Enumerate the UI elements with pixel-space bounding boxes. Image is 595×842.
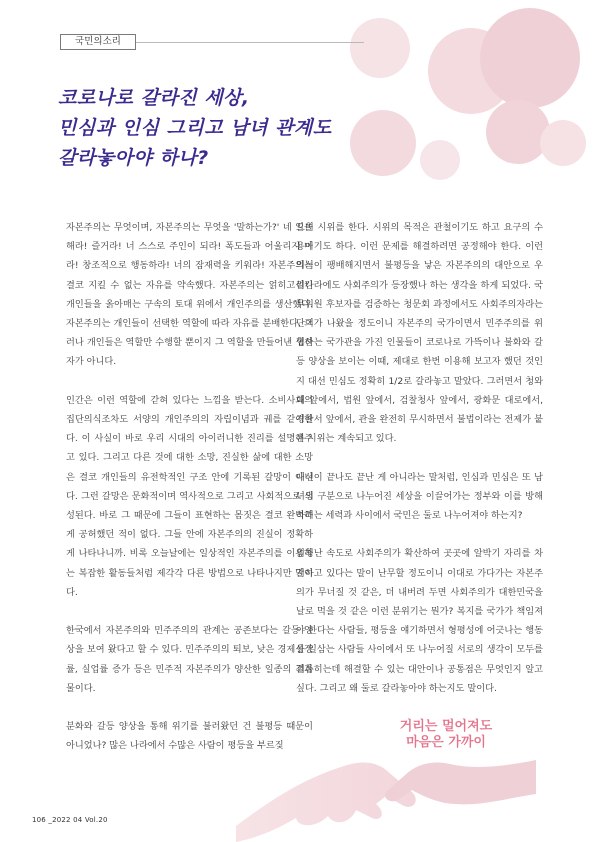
decorative-bubble (540, 120, 586, 166)
paragraph: 인간은 이런 역할에 갇혀 있다는 느낌을 받는다. 소비사회의 집단의식조차도 서양의 개인주의의 자립이념과 궤를 같이한다. 이 사실이 바로 우리 시대의 아이러니한 진리를 설명해주고 있다. 그리고 다른 것에 대한 소망, 진실한 삶에 대한 소망은 결코 개인들의 유전학적인 구조 안에 기록된 갈망이 아니다. 그런 갈망은 문화적이며 역사적으로 그리고 사회적으로 생성된다. 바로 그 때문에 그들이 표현하는 몸짓은 결코 완벽하게 공허했던 적이 없다. 그들 안에 자본주의의 진실이 정확하게 나타나니까. 비록 오늘날에는 일상적인 자본주의를 이용하는 복잡한 활동들처럼 제각각 다른 방법으로 나타나지만 말이다. (66, 394, 313, 598)
decorative-bubble (420, 140, 460, 180)
section-tag: 국민의소리 (60, 34, 136, 50)
title-line-2: 민심과 인심 그리고 남녀 관계도 (58, 117, 332, 139)
title-line-3: 갈라놓아야 하나? (58, 147, 209, 169)
paragraph: 분화와 갈등 양상을 통해 위기를 불러왔던 건 불평등 때문이 아니었나? 많은 나라에서 수많은 사람이 평등을 부르짖 (66, 721, 313, 752)
title-line-1: 코로나로 갈라진 세상, (58, 87, 250, 109)
pull-quote-line-2: 마음은 가까이 (406, 735, 486, 750)
article-title (58, 83, 358, 173)
pull-quote (366, 719, 526, 751)
decorative-bubble (350, 18, 410, 78)
paragraph: 엄청난 속도로 사회주의가 확산하여 곳곳에 알박기 자리를 차지하고 있다는 말이 난무할 정도이니 이대로 가다가는 자본주의가 무너질 것 같은, 더 내버려 두면 사회주의가 대한민국을 날로 먹을 것 같은 이런 분위기는 뭔가? 복지를 국가가 책임져야 한다는 사람들, 평등을 얘기하면서 형평성에 어긋나는 행동을 일삼는 사람들 사이에서 또 나누어질 서로의 생각이 모두를 괴롭히는데 해결할 수 있는 대안이나 공통점은 무엇인지 알고 싶다. 그리고 왜 둘로 갈라놓아야 하는지도 말이다. (296, 548, 543, 694)
paragraph: 한국에서 자본주의와 민주주의의 관계는 공존보다는 갈등 양상을 보여 왔다고 할 수 있다. 민주주의의 퇴보, 낮은 경제성장률, 실업률 증가 등은 민주적 자본주의가 양산한 일종의 결과물이다. (66, 625, 313, 694)
paragraph: 으며 시위를 한다. 시위의 목적은 관철이기도 하고 요구의 수용이기도 하다. 이런 문제를 해결하려면 공정해야 한다. 이런 의식이 팽배해지면서 불평등을 낳은 자본주의의 대안으로 우리나라에도 사회주의가 등장했나 하는 생각을 하게 되었다. 국무위원 후보자를 검증하는 청문회 과정에서도 사회주의자라는 단어가 나왔을 정도이니 자본주의 국가이면서 민주주의를 위협하는 국가관을 가진 인물들이 코로나로 가뜩이나 불화와 갈등 양상을 보이는 이때, 제대로 한번 이용해 보고자 했던 것인지 대선 민심도 정확히 1/2로 갈라놓고 말았다. 그러면서 청와대 앞에서, 법원 앞에서, 검찰청사 앞에서, 광화문 대로에서, 경찰서 앞에서, 관을 완전히 무시하면서 불법이라는 전제가 붙은 시위는 계속되고 있다. (296, 222, 543, 445)
page-footer: 106 _2022 04 Vol.20 (32, 816, 108, 824)
section-rule (136, 42, 364, 43)
pull-quote-line-1: 거리는 멀어져도 (399, 719, 493, 734)
decorative-bubble (480, 8, 580, 108)
paragraph: 대선이 끝나도 끝난 게 아니라는 말처럼, 인심과 민심은 또 남녀의 구분으로 나누어진 세상을 이끌어가는 정부와 이를 방해하려는 세력과 사이에서 국민은 둘로 나누어져야 하는지? (296, 471, 543, 522)
decorative-bubble (350, 110, 416, 176)
right-column (296, 218, 543, 698)
paragraph: 자본주의는 무엇이며, 자본주의는 무엇을 '말하는가?' 네 일을 해라! 즐거라! 너 스스로 주인이 되라! 폭도들과 어울리지 마라! 창조적으로 행동하라! 너의 잠재력을 키워라! 자본주의는 결코 지킬 수 없는 자유를 약속했다. 자본주의는 얽히고설킨 개인들을 옭아매는 구속의 토대 위에서 개인주의를 생산했다. 자본주의는 개인들이 선택한 역할에 따라 자유를 분배한다. 그러나 개인들은 역할만 수행할 뿐이지 그 역할을 만들어낸 생산자가 아니다. (66, 222, 313, 368)
left-column (66, 218, 313, 756)
decorative-bubble (486, 100, 550, 164)
